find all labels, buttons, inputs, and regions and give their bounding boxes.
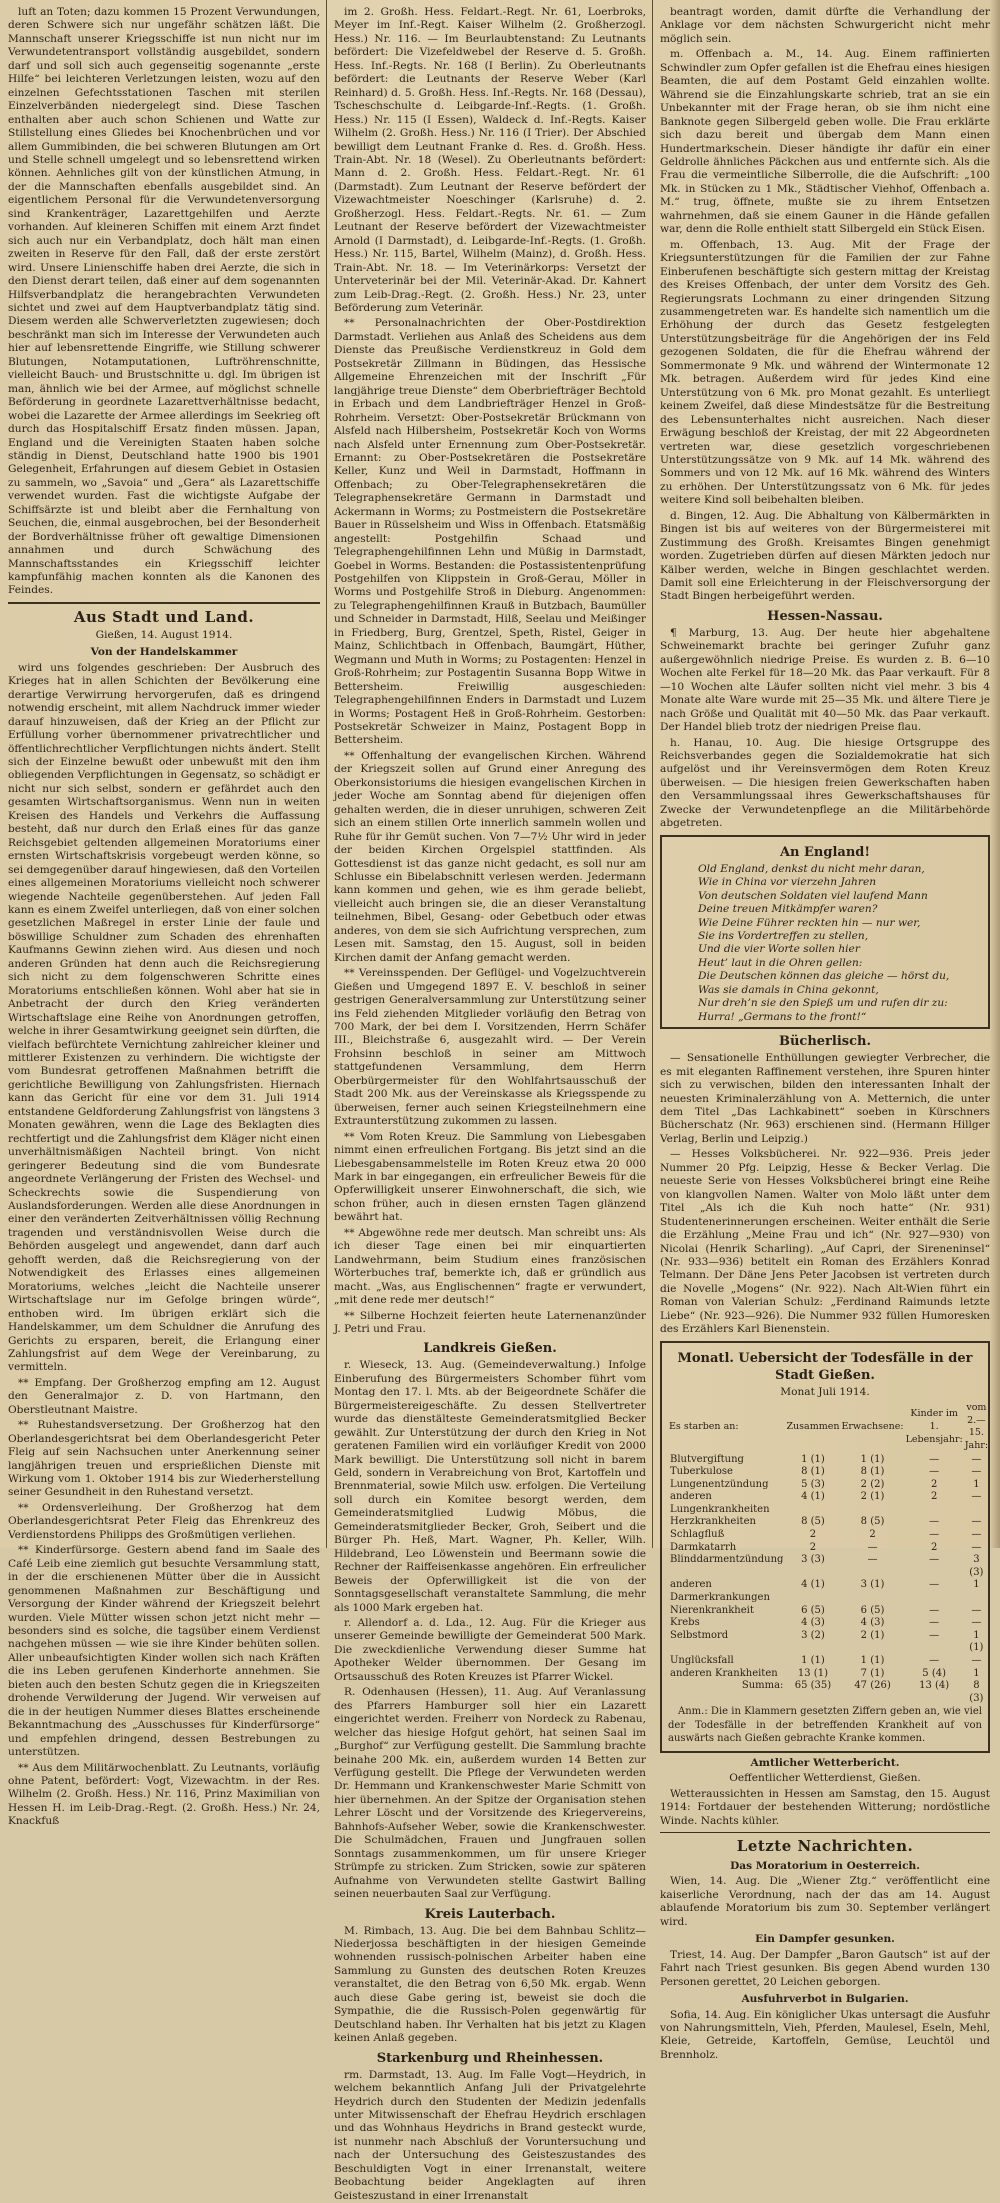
mortality-row	[668, 1617, 989, 1630]
count-cell: —	[867, 1541, 878, 1553]
mortality-row	[668, 1655, 989, 1668]
poem-line: Deine treuen Mitkämpfer waren?	[698, 903, 878, 916]
mortality-title: Monatl. Uebersicht der Todesfälle in der Stadt Gießen.	[677, 1350, 973, 1383]
news-item-darmstadt-cont: beantragt worden, damit dürfte die Verhandlung der Anklage vor dem nächsten Schwurgericht nicht mehr möglich sein.	[660, 6, 990, 45]
news-item-bingen: d. Bingen, 12. Aug. Die Abhaltung von Kälbermärkten in Bingen ist bis auf weiteres von der Bürgermeisterei mit Zustimmung des Großh. Kreisamtes Bingen genehmigt worden. Zugetrieben dürfen auf diesen Märkten jedoch nur Kälber werden, welche in Bingen geschlachtet werden. Damit soll eine Erleichterung in der Fleischversorgung der Stadt Bingen herbeigeführt werden.	[660, 509, 990, 603]
count-cell: 8 (1)	[801, 1466, 825, 1478]
count-cell: —	[971, 1529, 982, 1541]
count-cell: 3 (2)	[801, 1629, 825, 1641]
mortality-row	[668, 1605, 989, 1618]
poem-line: Die Deutschen können das gleiche — hörst du,	[698, 970, 950, 983]
col-header: Es starben an:	[669, 1421, 739, 1433]
count-cell: 2 (1)	[860, 1491, 885, 1503]
sum-label: Summa:	[741, 1680, 784, 1692]
cause-cell: Schlagfluß	[670, 1529, 725, 1541]
poem-line: Von deutschen Soldaten viel laufend Mann	[698, 889, 928, 902]
col-header: vom 2.—15. Jahr:	[964, 1402, 989, 1451]
col-header: Erwachsene:	[841, 1421, 904, 1433]
news-item-offenbach-kreistag: m. Offenbach, 13. Aug. Mit der Frage der Kriegsunterstützungen für die Familien der zur Fahne Einberufenen beschäftigte sich gestern mittag der Kreistag des Kreises Offenbach, der unter dem Vorsitz des Geh. Regierungsrats Lochmann zu einer dringenden Sitzung zusammengetreten war. Es handelte sich namentlich um die Erhöhung der durch das Gesetz festgelegten Unterstützungsbeiträge für die Angehörigen der ins Feld gezogenen Soldaten, die für die Ehefrau während der Sommermonate 9 Mk. und während der Wintermonate 12 Mk. betragen. Außerdem wird für jedes Kind eine Unterstützung von 6 Mk. pro Monat gezahlt. Es unterliegt keinem Zweifel, daß diese Mindestsätze für die Bestreitung des Lebensunterhaltes nicht ausreichen. Nach dieser Erwägung beschloß der Kreistag, der mit 22 Abgeordneten vertreten war, diese gesetzlich vorgeschriebenen Unterstützungssätze von 9 Mk. auf 14 Mk. während des Sommers und von 12 Mk. auf 16 Mk. während des Winters zu erhöhen. Der Unterstützungssatz von 6 Mk. für jedes weitere Kind soll beibehalten bleiben.	[660, 238, 990, 507]
mortality-table	[668, 1401, 989, 1705]
news-item-offenbach-schwindler: m. Offenbach a. M., 14. Aug. Einem raffinierten Schwindler zum Opfer gefallen ist die Ehefrau eines hiesigen Beamten, die auf dem Postamt Geld einzahlen wollte. Während sie die Einzahlungskarte schrieb, trat an sie ein Unbekannter mit der Frage heran, ob sie ihm nicht eine Banknote gegen Silbergeld geben wolle. Die Frau erklärte sich dazu bereit und übergab dem Mann einen Hundertmarkschein. Dieser händigte ihr dafür ein einer Geldrolle ähnliches Päckchen aus und entfernte sich. Als die Frau die vermeintliche Silberrolle, die die Aufschrift: „100 Mk. in Stücken zu 1 Mk., Städtischer Viehhof, Offenbach a. M.“ trug, öffnete, mußte sie zu ihrem Entsetzen wahrnehmen, daß sie einem Gauner in die Hände gefallen war, denn die Rolle enthielt statt Silbergeld ein Stück Eisen.	[660, 48, 990, 236]
sum-cell: 13 (4)	[919, 1680, 950, 1692]
mortality-row	[668, 1454, 989, 1467]
latest-news-sub-2: Ein Dampfer gesunken.	[755, 1933, 895, 1946]
count-cell: 5 (3)	[801, 1478, 825, 1490]
count-cell: —	[929, 1453, 940, 1465]
mortality-row	[668, 1516, 989, 1529]
cause-cell: Unglücksfall	[670, 1655, 734, 1667]
mortality-row	[668, 1529, 989, 1542]
poem-line: Sie ins Vordertreffen zu stellen,	[698, 930, 869, 942]
news-item-orden: ** Ordensverleihung. Der Großherzog hat dem Oberlandesgerichtsrat Peter Fleig das Ehrenkreuz des Verdienstordens Philipps des Großmütigen verliehen.	[8, 1501, 320, 1541]
mortality-row	[668, 1668, 989, 1681]
section-title: Aus Stadt und Land.	[73, 607, 255, 626]
books-title: Bücherlisch.	[778, 1034, 871, 1050]
count-cell: 1	[973, 1667, 980, 1679]
news-item-allendorf: r. Allendorf a. d. Lda., 12. Aug. Für die Krieger aus unserer Gemeinde bewilligte der Gemeinderat 500 Mark. Die zweckdienliche Verwendung dieser Summe hat Apotheker Welder übernommen. Der Gesang im Ortsausschuß des Roten Kreuzes ist Pfarrer Wickel.	[334, 1617, 646, 1683]
mortality-row	[668, 1491, 989, 1516]
poem-line: Hurra! „Germans to the front!“	[698, 1010, 867, 1023]
article-hospital-ship-text: luft an Toten; dazu kommen 15 Prozent Verwundungen, deren Schwere sich nur ungefähr schätzen läßt. Die Mannschaft unserer Kriegsschiffe ist nun nicht nur im Verwundetentransport vollständig ausgebildet, sondern darf und soll sich auch gegenseitig sogenannte „erste Hilfe“ bei leichteren Verletzungen leisten, wozu auf den einzelnen Gefechtsstationen Taschen mit sterilen Einzelverbänden niedergelegt sind. Diese Taschen enthalten aber auch schon Schienen und Watte zur Stillstellung eines Gliedes bei Knochenbrüchen und vor allem Gummibinden, die bei schweren Blutungen am Ort und Stelle schnell umgelegt und so lebensrettend wirken können. Aehnliches gilt von der künstlichen Atmung, in der die Mannschaften ebenfalls ausgebildet sind. An eigentlichem Personal für die Verwundetenversorgung sind Krankenträger, Lazarettgehilfen und Aerzte vorhanden. Auf kleineren Schiffen mit einem Arzt findet sich auch nur ein Verbandplatz, doch hält man einen zweiten in Reserve für den Fall, daß der erste zerstört wird. Unsere Linienschiffe haben drei Aerzte, die sich in den Dienst derart teilen, daß einer auf dem sogenannten Hilfsverbandplatz die herangebrachten Verwundeten sichtet und zwei auf dem Hauptverbandplatz tätig sind. Diesem werden alle Schwerverletzten zugewiesen; doch beschränkt man sich im Interesse der Verwundeten auch hier auf lebensrettende Eingriffe, wie Stillung schwerer Blutungen, Notamputationen, Luftröhrenschnitte, vielleicht Bauch- und Brustschnitte u. dgl. Im übrigen ist man, ähnlich wie bei der Armee, auf möglichst schnelle Beförderung in geordnete Lazarettverhältnisse bedacht, wobei die Lazarette der Armee allerdings im Seekrieg oft durch das Hospitalschiff Ersatz finden müssen. Japan, England und die Vereinigten Staaten haben solche ständig in Dienst, Deutschland hatte 1900 bis 1901 Gelegenheit, Erfahrungen auf diesem Gebiet in Ostasien zu sammeln, wo „Savoia“ und „Gera“ als Lazarettschiffe verwendet wurden. Fast die wichtigste Aufgabe der Schiffsärzte ist und bleibt aber die Fernhaltung von Seuchen, die, einmal ausgebrochen, bei der Besonderheit der Bordverhältnisse früher oft gewaltige Dimensionen annahmen und durch Schwächung des Mannschaftsstandes ein Kriegsschiff leichter kampfunfähig machen konnten als die Kanonen des Feindes.	[8, 6, 320, 597]
count-cell: 8 (5)	[801, 1516, 825, 1528]
article-title-handelskammer: Von der Handelskammer	[90, 646, 238, 659]
count-cell: —	[929, 1579, 940, 1591]
region-title-lauterbach: Kreis Lauterbach.	[424, 1906, 556, 1922]
poem-body	[668, 863, 982, 1024]
count-cell: —	[971, 1491, 982, 1503]
news-item-militaerwochenblatt: ** Aus dem Militärwochenblatt. Zu Leutnants, vorläufig ohne Patent, befördert: Vogt, Vizewachtm. in der Res. Wilhelm (2. Großh. Hess.) Nr. 116, Prinz Maximilian von Hessen H. im Leib-Drag.-Regt. (2. Großh. Hess.) Nr. 24, Knackfuß	[8, 1761, 320, 1828]
news-item-post: ** Personalnachrichten der Ober-Postdirektion Darmstadt. Verliehen aus Anlaß des Scheidens aus dem Dienste das Preußische Verdienstkreuz in Gold dem Postsekretär Zillmann in Büdingen, das Hessische Allgemeine Ehrenzeichen mit der Inschrift „Für langjährige treue Dienste“ dem Oberbriefträger Bechtold in Erbach und dem Landbriefträger Henzel in Groß-Rohrheim. Versetzt: Ober-Postsekretär Brückmann von Alsfeld nach Hilbersheim, Postsekretär Koch von Worms nach Alsfeld unter Ernennung zum Ober-Postsekretär. Ernannt: zu Ober-Postsekretären die Postsekretäre Keller, Kunz und Weil in Darmstadt, Hoffmann in Offenbach; zu Ober-Telegraphensekretären die Telegraphensekretäre Germann in Darmstadt und Ackermann in Worms; zu Postmeistern die Postsekretäre Bauer in Rüsselsheim und Wiss in Offenbach. Etatsmäßig angestellt: Postgehilfin Schaad und Telegraphengehilfinnen Lehn und Müßig in Darmstadt, Goebel in Worms. Bestanden: die Postassistentenprüfung Postgehilfen von Klippstein in Groß-Gerau, Möller in Worms und Postgehilfe Stroß in Dieburg. Angenommen: zu Telegraphengehilfinnen Krauß in Butzbach, Baumüller und Schneider in Darmstadt, Hilß, Seelau und Meißinger in Friedberg, Burg, Grentzel, Speth, Ristel, Geiger in Mainz, Schlichtbach in Offenbach, Baumgärt, Hüther, Wegmann und Muth in Worms; zu Postagenten: Henzel in Groß-Rohrheim; zur Postagentin Susanna Bopp Witwe in Bettersheim. Freiwillig ausgeschieden: Telegraphengehilfinnen Enders in Darmstadt und Luzem in Worms; Postagent Heß in Groß-Rohrheim. Gestorben: Postsekretär Schweizer in Mainz, Postagent Bopp in Bettersheim.	[334, 317, 646, 747]
count-cell: 2	[809, 1541, 817, 1553]
count-cell: —	[929, 1466, 940, 1478]
count-cell: —	[971, 1655, 982, 1667]
col-header: Kinder im 1. Lebensjahr:	[905, 1408, 963, 1445]
poem-line: Was sie damals in China gekonnt,	[698, 983, 879, 996]
mortality-header-row	[668, 1401, 989, 1453]
count-cell: 6 (5)	[801, 1604, 825, 1616]
mortality-row	[668, 1630, 989, 1655]
section-divider	[8, 602, 320, 604]
count-cell: —	[929, 1629, 940, 1641]
poem-line: Nur dreh’n sie den Spieß um und rufen dir zu:	[698, 997, 948, 1010]
mortality-row	[668, 1466, 989, 1479]
count-cell: 1 (1)	[969, 1629, 984, 1654]
latest-news-sub-1: Das Moratorium in Oesterreich.	[730, 1860, 920, 1873]
column-2	[334, 6, 646, 2202]
weather-text: Wetteraussichten in Hessen am Samstag, den 15. August 1914: Fortdauer der bestehenden Witterung; nordöstliche Winde. Nachts kühler.	[660, 1787, 990, 1827]
sum-cell: 8 (3)	[969, 1680, 984, 1704]
count-cell: —	[971, 1541, 982, 1553]
count-cell: 1 (1)	[801, 1655, 825, 1667]
latest-news-title: Letzte Nachrichten.	[736, 1837, 914, 1856]
cause-cell: Krebs	[670, 1617, 700, 1629]
news-item-kirchen: ** Offenhaltung der evangelischen Kirchen. Während der Kriegszeit sollen auf Grund einer Anregung des Oberkonsistoriums die hiesigen evangelischen Kirchen in jeder Woche am Sonntag abend für diejenigen offen gehalten werden, die in dieser unruhigen, schweren Zeit sich an einem stillen Orte innerlich sammeln wollen und Ruhe für ihr Gemüt suchen. Von 7—7½ Uhr wird in jeder der beiden Kirchen Orgelspiel stattfinden. Als Gottesdienst ist das ganze nicht gedacht, es soll nur am Schlusse ein Bibelabschnitt verlesen werden. Jedermann kann kommen und gehen, wie es ihm gerade beliebt, vielleicht auch bringen sie, die an dieser Veranstaltung teilnehmen, Bibel, Gesang- oder Gebetbuch oder etwas anderes, von dem sie sich Aufrichtung versprechen, zum Lesen mit. Samstag, den 15. August, soll in beiden Kirchen damit der Anfang gemacht werden.	[334, 749, 646, 964]
news-item-rotes-kreuz: ** Vom Roten Kreuz. Die Sammlung von Liebesgaben nimmt einen erfreulichen Fortgang. Bis jetzt sind an die Liebesgabensammelstelle im Roten Kreuz etwa 20 000 Mark in bar eingegangen, ein erfreulicher Beweis für die Opferwilligkeit unserer Einwohnerschaft, die sich, wie schon früher, auch in diesen ernsten Tagen glänzend bewährt hat.	[334, 1130, 646, 1224]
count-cell: —	[929, 1655, 940, 1667]
count-cell: 4 (1)	[801, 1579, 825, 1591]
sum-cell: 47 (26)	[854, 1680, 891, 1692]
count-cell: 4 (3)	[801, 1617, 825, 1629]
poem-line: Old England, denkst du nicht mehr daran,	[698, 862, 925, 875]
news-item-kinderfuersorge: ** Kinderfürsorge. Gestern abend fand im Saale des Café Leib eine ziemlich gut besuchte Versammlung statt, in der die erschienenen Mütter über die in Aussicht genommenen Maßnahmen zur Beschäftigung und Versorgung der Kinder während der Kriegszeit belehrt wurden. Viele Mütter wissen schon jetzt nicht mehr — besonders sind es solche, die tagsüber einem Verdienst nachgehen müssen — wie sie ihre Kinder behüten sollen. Aller unbeaufsichtigten Kinder wollen sich nach Kräften die ins Leben gerufenen Kinderhorte annehmen. Sie bieten auch den besten Schutz gegen die in Kriegszeiten drohende Verwilderung der Jugend. Wir verweisen auf die in der heutigen Nummer dieses Blattes erscheinende Bekanntmachung des „Ausschusses für Kinderfürsorge“ und empfehlen dringend, dessen Bestrebungen zu unterstützen.	[8, 1544, 320, 1759]
count-cell: 2	[869, 1529, 876, 1541]
count-cell: 5 (4)	[922, 1667, 947, 1679]
count-cell: 7 (1)	[860, 1667, 885, 1679]
column-rule-2	[652, 0, 653, 1548]
page-edge-shadow	[990, 0, 1000, 1548]
count-cell: —	[929, 1604, 940, 1616]
count-cell: 3 (1)	[860, 1579, 885, 1591]
count-cell: 1 (1)	[801, 1453, 825, 1465]
cause-cell: Herzkrankheiten	[670, 1516, 756, 1528]
books-item-1: — Sensationelle Enthüllungen gewiegter Verbrecher, die es mit eleganten Raffinement verstehen, ihre Spuren hinter sich zu verwischen, bilden den interessanten Inhalt der neuesten Kriminalerzählung von A. Metternich, die unter dem Titel „Das Lachkabinett“ soeben in Kürschners Bücherschatz (Nr. 963) erschienen sind. (Hermann Hillger Verlag, Berlin und Leipzig.)	[660, 1052, 990, 1145]
column-3	[660, 6, 990, 2061]
count-cell: 2	[930, 1491, 938, 1503]
news-item-odenhausen: R. Odenhausen (Hessen), 11. Aug. Auf Veranlassung des Pfarrers Hamburger soll hier ein Lazarett eingerichtet werden. Freiherr von Nordeck zu Rabenau, welcher das hiesige Hofgut gehört, hat seinen Saal im „Burghof“ zur Verfügung gestellt. Die Sammlung brachte beinahe 200 Mk. ein, außerdem wurden 14 Betten zur Verfügung gestellt. Die Pflege der Verwundeten werden Dr. Hemmann und Krankenschwester Marie Schmitt von hier übernehmen. An der Spitze der Organisation stehen Lehrer Löscht und der Vorsitzende des Kriegervereins, Bahnhofs-Aufseher Weber, sowie die Krankenschwester. Die Schulmädchen, Frauen und Jungfrauen sollen Sonntags zusammenkommen, um für unsere Krieger Strümpfe zu stricken. Zum Stricken, sowie zur späteren Aufnahme von Verwundeten stellte Gastwirt Balling seinen neuerbauten Saal zur Verfügung.	[334, 1686, 646, 1901]
cause-cell: Nierenkrankheit	[670, 1604, 754, 1616]
count-cell: 4 (1)	[801, 1491, 825, 1503]
cause-cell: Blutvergiftung	[670, 1453, 744, 1465]
count-cell: —	[971, 1617, 982, 1629]
news-item-rimbach: M. Rimbach, 13. Aug. Die bei dem Bahnbau Schlitz—Niederjossa beschäftigten in der hiesigen Gemeinde wohnenden russisch-polnischen Arbeiter haben eine Sammlung zu Gunsten des deutschen Roten Kreuzes veranstaltet, die den Betrag von 6,50 Mk. ergab. Wenn auch diese Gabe gering ist, beweist sie doch die Sympathie, die die Russisch-Polen gegenwärtig für Deutschland haben. Ihr Verhalten hat bis jetzt zu Klagen keinen Anlaß gegeben.	[334, 1924, 646, 2045]
count-cell: 1	[973, 1478, 980, 1490]
mortality-month: Monat Juli 1914.	[780, 1385, 870, 1398]
mortality-row	[668, 1479, 989, 1492]
column-rule-1	[326, 0, 327, 1548]
mortality-row	[668, 1554, 989, 1579]
count-cell: 3 (3)	[801, 1554, 825, 1566]
poem-line: Und die vier Worte sollen hier	[698, 943, 860, 956]
latest-news-text-3: Sofia, 14. Aug. Ein königlicher Ukas untersagt die Ausfuhr von Nahrungsmitteln, Vieh, Pferden, Maulesel, Eseln, Mehl, Kleie, Getreide, Kartoffeln, Gemüse, Leuchtöl und Brennholz.	[660, 2008, 990, 2061]
count-cell: 8 (5)	[860, 1516, 885, 1528]
count-cell: —	[971, 1453, 982, 1465]
article-handelskammer-text: wird uns folgendes geschrieben: Der Ausbruch des Krieges hat in allen Schichten der Bevölkerung eine derartige Verwirrung hervorgerufen, daß es dringend notwendig erscheint, mit allem Nachdruck immer wieder darauf hinzuweisen, daß der Krieg an der Pflicht zur Erfüllung vorher übernommener privatrechtlicher und öffentlichrechtlicher Verpflichtungen nichts ändert. Stellt sich der Einzelne bewußt oder unbewußt mit den ihm obliegenden Verpflichtungen in Gegensatz, so schädigt er nicht nur sich selbst, sondern er gefährdet auch den gesamten Wirtschaftsorganismus. Wenn nun in weiten Kreisen des Handels und Verkehrs die Auffassung besteht, daß nur durch den Erlaß eines für das ganze Reichsgebiet geltenden allgemeinen Moratoriums einer ernsten Wirtschaftskrisis vorgebeugt werden könne, so sei demgegenüber darauf hingewiesen, daß den Vorteilen eines allgemeinen Moratoriums vielleicht noch schwerer wiegende Nachteile gegenüberstehen. Auf jeden Fall kann es einem Zweifel unterliegen, daß von einer solchen gesetzlichen Maßregel in erster Linie der faule und böswillige Schuldner zum Schaden des ehrenhaften Kaufmanns Gewinn ziehen wird. Aus diesen und noch anderen Gründen hat denn auch die Reichsregierung sich nicht zu dem folgenschweren Schritte eines Moratoriums entschließen können. Wohl aber hat sie in Anbetracht der durch den Krieg veränderten Wirtschaftslage eine Reihe von Anordnungen getroffen, welche in ihrer Gesamtwirkung geeignet sein dürften, die vielfach befürchtete Vernichtung zahlreicher kleiner und mittlerer Existenzen zu verhindern. Die wichtigste der vom Bundesrat getroffenen Maßnahmen betrifft die gerichtliche Bewilligung von Zahlungsfristen. Hiernach kann das Gericht für eine vor dem 31. Juli 1914 entstandene Geldforderung Zahlungsfrist von längstens 3 Monaten gewähren, wenn die Lage des Beklagten dies rechtfertigt und die Zahlungsfrist dem Kläger nicht einen unverhältnismäßigen Nachteil bringt. Von nicht geringerer Bedeutung sind die vom Bundesrate angeordnete Verlängerung der Fristen des Wechsel- und Scheckrechts sowie die Suspendierung von Auslandsforderungen. Werden alle diese Anordnungen in einer den veränderten Zeitverhältnissen völlig Rechnung tragenden und verständnisvollen Weise durch die Behörden ausgelegt und angewendet, dann darf auch gehofft werden, daß die Reichsregierung von der Notwendigkeit des Erlasses eines allgemeinen Moratoriums, welches „leicht die Nachteile unserer Wirtschaftslage nur im Gefolge bringen würde“, enthoben wird. Im übrigen erklärt sich die Handelskammer, um dem Schuldner die Anrufung des Gerichts zu ersparen, bereit, die Erlangung einer Zahlungsfrist auf dem Wege der Vereinbarung, zu vermitteln.	[8, 661, 320, 1374]
mortality-row	[668, 1542, 989, 1555]
count-cell: 3 (3)	[969, 1554, 984, 1578]
latest-news-text-1: Wien, 14. Aug. Die „Wiener Ztg.“ veröffentlicht eine kaiserliche Verordnung, nach der das am 14. August ablaufende Moratorium bis zum 30. September verlängert wird.	[660, 1875, 990, 1928]
count-cell: —	[867, 1554, 878, 1566]
news-item-hanau: h. Hanau, 10. Aug. Die hiesige Ortsgruppe des Reichsverbandes gegen die Sozialdemokratie hat sich aufgelöst und ihr Vereinsvermögen dem Roten Kreuz überweisen. — Die hiesigen freien Gewerkschaften haben den Versammlungssaal ihres Gewerkschaftshauses für Zwecke der Verwundetenpflege an die Militärbehörde abgetreten.	[660, 736, 990, 830]
news-item-deutsch: ** Abgewöhne rede mer deutsch. Man schreibt uns: Als ich dieser Tage einen bei mir einquartierten Landwehrmann, beim Studium eines französischen Wörterbuches traf, bemerkte ich, daß er gründlich aus macht. „Was, aus Englischennen“ fragte er verwundert, „mit dene rede mer deutsch!“	[334, 1226, 646, 1307]
region-title-hessen-nassau: Hessen-Nassau.	[767, 608, 883, 624]
count-cell: 13 (1)	[797, 1667, 828, 1679]
news-item-hochzeit: ** Silberne Hochzeit feierten heute Laternenanzünder J. Petri und Frau.	[334, 1309, 646, 1335]
mortality-rows	[668, 1454, 989, 1681]
count-cell: 1 (1)	[860, 1453, 885, 1465]
count-cell: —	[971, 1516, 982, 1528]
news-item-wieseck: r. Wieseck, 13. Aug. (Gemeindeverwaltung.) Infolge Einberufung des Bürgermeisters Schomber führt vom Montag den 17. l. Mts. ab der Beigeordnete Schäfer die Bürgermeistereigeschäfte. Zu dessen Stellvertreter wurde das dienstälteste Gemeinderatsmitglied Becker gewählt. Zur Unterstützung der durch den Krieg in Not geratenen Familien wird ein vorläufiger Kredit von 2000 Mark bewilligt. Die Unterstützung soll nicht in barem Geld, sondern in Verabreichung von Brot, Kartoffeln und Brennmaterial, sowie Milch usw. erfolgen. Die Verteilung soll durch ein Komitee besorgt werden, dem Gemeinderatsmitglied Ludwig Möbus, die Gemeinderatsmitglieder Becker, Groh, Seibert und die Bürger Ph. Heß, Mart. Wagner, Ph. Keller, Wilh. Hildebrand, Leo Löwenstein und Beermann sowie die Rechner der Raiffeisenkasse angehören. Ein erfreulicher Beweis der Opferwilligkeit ist die von der Sonntagsgesellschaft veranstaltete Sammlung, die mehr als 1000 Mark ergeben hat.	[334, 1359, 646, 1614]
count-cell: —	[971, 1604, 982, 1616]
news-item-empfang: ** Empfang. Der Großherzog empfing am 12. August den Generalmajor z. D. von Hartmann, den Oberstleutnant Maistre.	[8, 1376, 320, 1416]
count-cell: —	[929, 1516, 940, 1528]
count-cell: —	[971, 1466, 982, 1478]
count-cell: 2 (2)	[860, 1478, 885, 1490]
sum-cell: 65 (35)	[794, 1680, 832, 1692]
count-cell: 1	[973, 1579, 980, 1591]
cause-cell: anderen Lungenkrankheiten	[670, 1491, 770, 1515]
latest-news-sub-3: Ausfuhrverbot in Bulgarien.	[741, 1993, 909, 2006]
mortality-sum-row	[668, 1680, 989, 1705]
region-title-starkenburg: Starkenburg und Rheinhessen.	[376, 2050, 604, 2066]
latest-news-text-2: Triest, 14. Aug. Der Dampfer „Baron Gautsch“ ist auf der Fahrt nach Triest gesunken. Bis gegen Abend wurden 130 Personen gerettet, 20 Leichen geborgen.	[660, 1948, 990, 1988]
poem-line: Wie Deine Führer reckten hin — nur wer,	[698, 916, 921, 929]
poem-title: An England!	[779, 844, 871, 860]
divider	[660, 1832, 990, 1833]
weather-title: Amtlicher Wetterbericht.	[750, 1756, 900, 1769]
news-item-darmstadt: rm. Darmstadt, 13. Aug. Im Falle Vogt—Heydrich, in welchem bekanntlich Anfang Juli der Privatgelehrte Heydrich durch den Studenten der Medizin jedenfalls unter Mitwissenschaft der Ehefrau Heydrich erschlagen und das Wohnhaus Heydrichs in Brand gesteckt wurde, ist nunmehr nach Abschluß der Voruntersuchung und nach der Untersuchung des Geisteszustandes des Beschuldigten Vogt in einer Irrenanstalt, weitere Beobachtung beider Angeklagten auf ihren Geisteszustand in einer Irrenanstalt	[334, 2068, 646, 2202]
cause-cell: anderen Darmerkrankungen	[670, 1579, 770, 1604]
col-header: Zusammen	[786, 1421, 840, 1433]
cause-cell: Lungenentzündung	[670, 1478, 769, 1490]
news-item-marburg: ¶ Marburg, 13. Aug. Der heute hier abgehaltene Schweinemarkt brachte bei geringer Zufuhr ganz außergewöhnlich niedrige Preise. Es wurden z. B. 6—10 Wochen alte Ferkel für 18—20 Mk. das Paar verkauft. Für 8—10 Wochen alte Läufer sollten nicht viel mehr. 3 bis 4 Monate alte Ware wurde mit 25—35 Mk. und ältere Tiere je nach Größe und Qualität mit 40—50 Mk. das Paar verkauft. Der Handel blieb trotz der niedrigen Preise flau.	[660, 626, 990, 734]
news-item-militaer-cont: im 2. Großh. Hess. Feldart.-Regt. Nr. 61, Loerbroks, Meyer im Inf.-Regt. Kaiser Wilhelm (2. Großherzogl. Hess.) Nr. 116. — Im Beurlaubtenstand: Zu Leutnants befördert: Die Vizefeldwebel der Reserve d. 5. Großh. Hess. Inf.-Regts. Nr. 168 (I Berlin). Zu Oberleutnants befördert: die Leutnants der Reserve Weber (Karl Reinhard) d. 5. Großh. Hess. Inf.-Regts. Nr. 168 (Dessau), Tscheschschulte d. Leibgarde-Inf.-Regts. (1. Großh. Hess.) Nr. 115 (I Essen), Waldeck d. Inf.-Regts. Kaiser Wilhelm (2. Großh. Hess.) Nr. 116 (I Trier). Der Abschied bewilligt dem Leutnant Franke d. Res. d. Großh. Hess. Train-Abt. Nr. 18 (Wesel). Zu Oberleutnants befördert: Mann d. 2. Großh. Hess. Feldart.-Regt. Nr. 61 (Darmstadt). Zum Leutnant der Reserve befördert der Vizewachtmeister Noeschinger (Karlsruhe) d. 2. Großherzogl. Hess. Feldart.-Regts. Nr. 61. — Zum Leutnant der Reserve befördert der Vizewachtmeister Arnold (I Darmstadt), d. Leibgarde-Inf.-Regts. (1. Großh. Hess.) Nr. 115, Bartel, Wilhelm (Mainz), d. Großh. Hess. Train-Abt. Nr. 18. — Im Veterinärkorps: Versetzt der Unterveterinär bei der Mil. Veterinär-Akad. Dr. Kahnert zum Leib-Drag.-Regt. (2. Großh. Hess.) Nr. 23, unter Beförderung zum Veterinär.	[334, 6, 646, 314]
count-cell: 1 (1)	[860, 1655, 885, 1667]
books-item-2: — Hesses Volksbücherei. Nr. 922—936. Preis jeder Nummer 20 Pfg. Leipzig, Hesse & Becker Verlag. Die neueste Serie von Hesses Volksbücherei bringt eine Reihe von klangvollen Namen. Walter von Molo läßt unter dem Titel „Als ich die Kuh noch hatte“ (Nr. 931) Studentenerinnerungen erscheinen. Weiter enthält die Serie die Erzählung „Meine Frau und ich“ (Nr. 927—930) von Nicolai (Henrik Scharling). „Auf Capri, der Sireneninsel“ (Nr. 933—936) betitelt ein Roman des Erzählers Konrad Telmann. Der Däne Jens Peter Jacobsen ist vertreten durch die Novelle „Mogens“ (Nr. 922). Nach Alt-Wien führt ein Roman von Valerian Schulz: „Ferdinand Raimunds letzte Liebe“ (Nr. 923—926). Die Nummer 932 füllen Humoresken des Erzählers Karl Bienenstein.	[660, 1148, 990, 1336]
count-cell: 4 (3)	[860, 1617, 885, 1629]
cause-cell: Blinddarmentzündung	[670, 1554, 784, 1566]
poem-line: Wie in China vor vierzehn Jahren	[698, 876, 877, 889]
count-cell: —	[929, 1554, 940, 1566]
count-cell: 8 (1)	[860, 1466, 885, 1478]
poem-line: Heut’ laut in die Ohren gellen:	[698, 956, 863, 969]
mortality-row	[668, 1579, 989, 1604]
weather-subtitle: Oeffentlicher Wetterdienst, Gießen.	[729, 1772, 921, 1785]
count-cell: 2 (1)	[860, 1629, 885, 1641]
count-cell: 2	[930, 1541, 938, 1553]
column-1	[8, 6, 320, 1828]
count-cell: 2	[809, 1529, 817, 1541]
poem-box	[660, 835, 990, 1029]
region-title-landkreis-giessen: Landkreis Gießen.	[423, 1341, 557, 1357]
mortality-box	[660, 1341, 990, 1753]
news-item-ruhestand: ** Ruhestandsversetzung. Der Großherzog hat den Oberlandesgerichtsrat bei dem Oberlandesgericht Peter Fleig auf sein Nachsuchen unter Anerkennung seiner langjährigen treuen und ersprießlichen Dienste mit Wirkung vom 1. Oktober 1914 bis zur Wiederherstellung seiner Gesundheit in den Ruhestand versetzt.	[8, 1419, 320, 1499]
count-cell: —	[929, 1529, 940, 1541]
mortality-note: Anm.: Die in Klammern gesetzten Ziffern geben an, wie viel der Todesfälle in der betreffenden Krankheit auf von auswärts nach Gießen gebrachte Kranke kommen.	[668, 1706, 982, 1745]
count-cell: 6 (5)	[860, 1604, 885, 1616]
count-cell: 2	[930, 1478, 938, 1490]
news-item-vereinsspenden: ** Vereinsspenden. Der Geflügel- und Vogelzuchtverein Gießen und Umgegend 1897 E. V. beschloß in seiner gestrigen Generalversammlung zur Unterstützung seiner ins Feld ziehenden Mitglieder vorläufig den Betrag von 700 Mark, der bei dem I. Vorsitzenden, Herrn Schäfer III., Bleichstraße 6, ausgezahlt wird. — Der Verein Frohsinn beschloß in seiner am Mittwoch stattgefundenen Versammlung, dem Herrn Oberbürgermeister für den Wohlfahrtsausschuß der Stadt 200 Mk. aus der Vereinskasse als Kriegsspende zu überweisen, ferner auch seinen Kriegsteilnehmern eine Extraunterstützung zukommen zu lassen.	[334, 967, 646, 1128]
cause-cell: anderen Krankheiten	[670, 1667, 778, 1679]
cause-cell: Darmkatarrh	[670, 1541, 737, 1553]
cause-cell: Selbstmord	[670, 1629, 729, 1641]
dateline: Gießen, 14. August 1914.	[95, 628, 233, 641]
cause-cell: Tuberkulose	[670, 1466, 733, 1478]
count-cell: —	[929, 1617, 940, 1629]
